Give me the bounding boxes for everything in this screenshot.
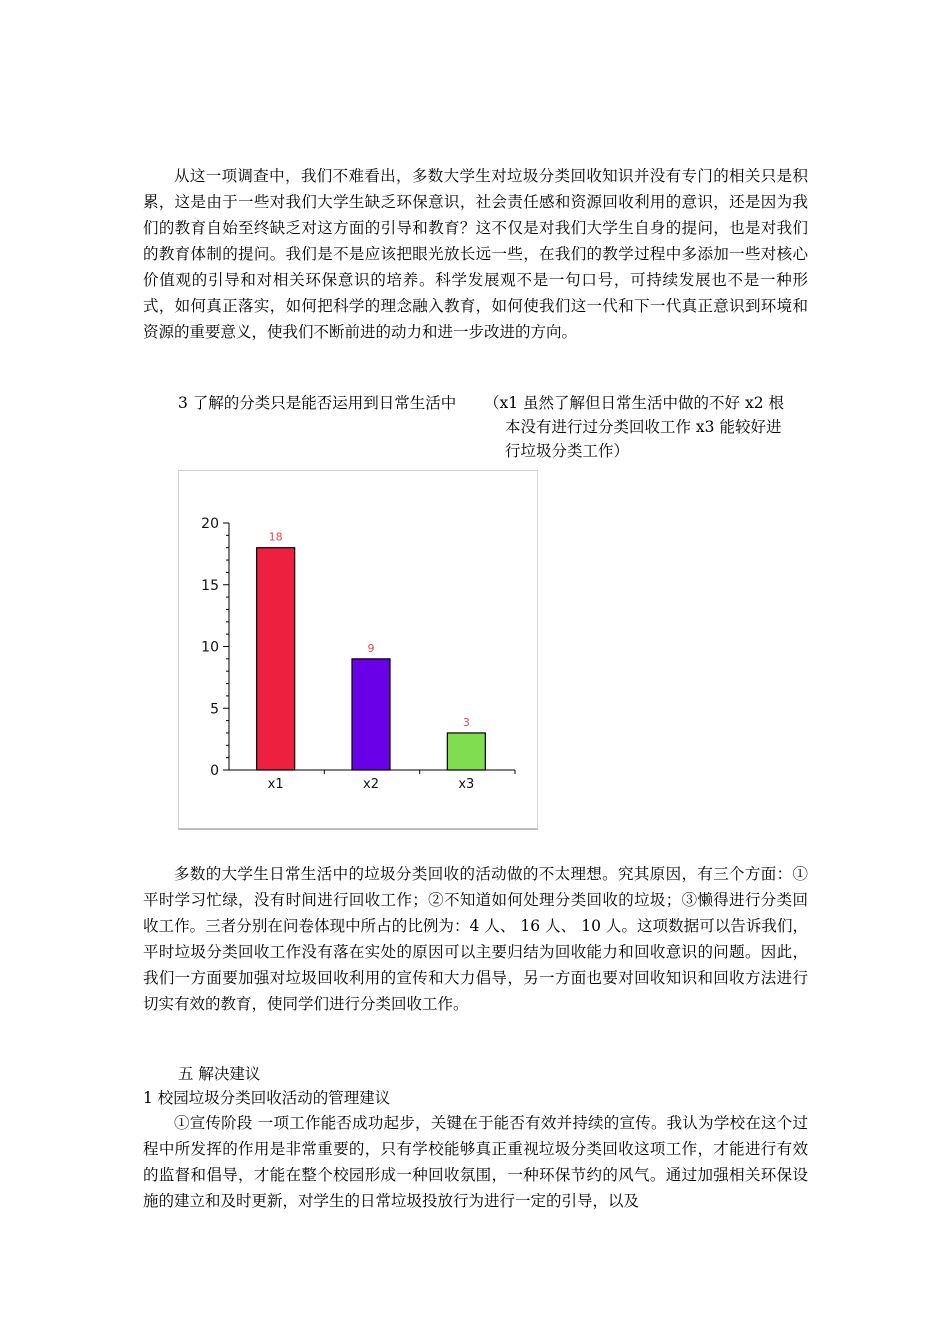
question-3-label: 3 了解的分类只是能否运用到日常生活中 xyxy=(178,394,457,412)
bar-chart-svg xyxy=(179,471,537,829)
y-tick-label: 0 xyxy=(210,763,219,779)
bar-chart xyxy=(178,470,538,830)
paragraph-publicity xyxy=(143,1110,808,1214)
bar-x2 xyxy=(352,659,390,770)
paragraph-2-text: 多数的大学生日常生活中的垃圾分类回收的活动做的不太理想。究其原因，有三个方面：①平时学习忙绿，没有时间进行回收工作；②不知道如何处理分类回收的垃圾；③懒得进行分类回收工作。三者分别在问卷体现中所占的比例为：4 人、 16 人、 10 人。这项数据可以告诉我们，平时垃圾分类回收工作没有落在实处的原因可以主要归结为回收能力和回收意识的问题。因此，我们一方面要加强对垃圾回收利用的宣传和大力倡导，另一方面也要对回收知识和回收方法进行切实有效的教育，使同学们进行分类回收工作。 xyxy=(143,865,808,1013)
question-3-options-line2: 本没有进行过分类回收工作 x3 能较好进 xyxy=(505,418,782,436)
bar-x3 xyxy=(447,733,485,770)
x-tick-label-x3: x3 xyxy=(458,777,475,792)
question-3-options-line3: 行垃圾分类工作） xyxy=(505,442,630,460)
section-5-paragraph-text: ①宣传阶段 一项工作能否成功起步，关键在于能否有效并持续的宣传。我认为学校在这个过程中所发挥的作用是非常重要的，只有学校能够真正重视垃圾分类回收这项工作，才能进行有效的监督和倡导，才能在整个校园形成一种回收氛围，一种环保节约的风气。通过加强相关环保设施的建立和及时更新，对学生的日常垃圾投放行为进行一定的引导，以及 xyxy=(143,1114,808,1210)
paragraph-survey-conclusion xyxy=(143,163,808,345)
question-3-options-line1: （x1 虽然了解但日常生活中做的不好 x2 根 xyxy=(484,394,784,412)
data-label-x3: 3 xyxy=(462,715,470,729)
x-tick-label-x1: x1 xyxy=(267,777,284,792)
data-label-x2: 9 xyxy=(367,641,375,655)
section-5-subheading: 1 校园垃圾分类回收活动的管理建议 xyxy=(143,1089,391,1107)
y-tick-label: 15 xyxy=(201,577,219,594)
paragraph-1-text: 从这一项调查中，我们不难看出，多数大学生对垃圾分类回收知识并没有专门的相关只是积累，这是由于一些对我们大学生缺乏环保意识，社会责任感和资源回收利用的意识，还是因为我们的教育自始至终缺乏对这方面的引导和教育？这不仅是对我们大学生自身的提问，也是对我们的教育体制的提问。我们是不是应该把眼光放长远一些，在我们的教学过程中多添加一些对核心价值观的引导和对相关环保意识的培养。科学发展观不是一句口号，可持续发展也不是一种形式，如何真正落实，如何把科学的理念融入教育，如何使我们这一代和下一代真正意识到环境和资源的重要意义，使我们不断前进的动力和进一步改进的方向。 xyxy=(143,167,808,341)
bar-x1 xyxy=(257,548,295,770)
y-tick-label: 20 xyxy=(201,516,219,532)
data-label-x1: 18 xyxy=(268,530,283,544)
section-5-heading: 五 解决建议 xyxy=(178,1065,261,1083)
paragraph-analysis xyxy=(143,861,808,1017)
x-tick-label-x2: x2 xyxy=(363,777,379,792)
y-tick-label: 10 xyxy=(201,639,219,656)
y-tick-label: 5 xyxy=(210,701,219,718)
